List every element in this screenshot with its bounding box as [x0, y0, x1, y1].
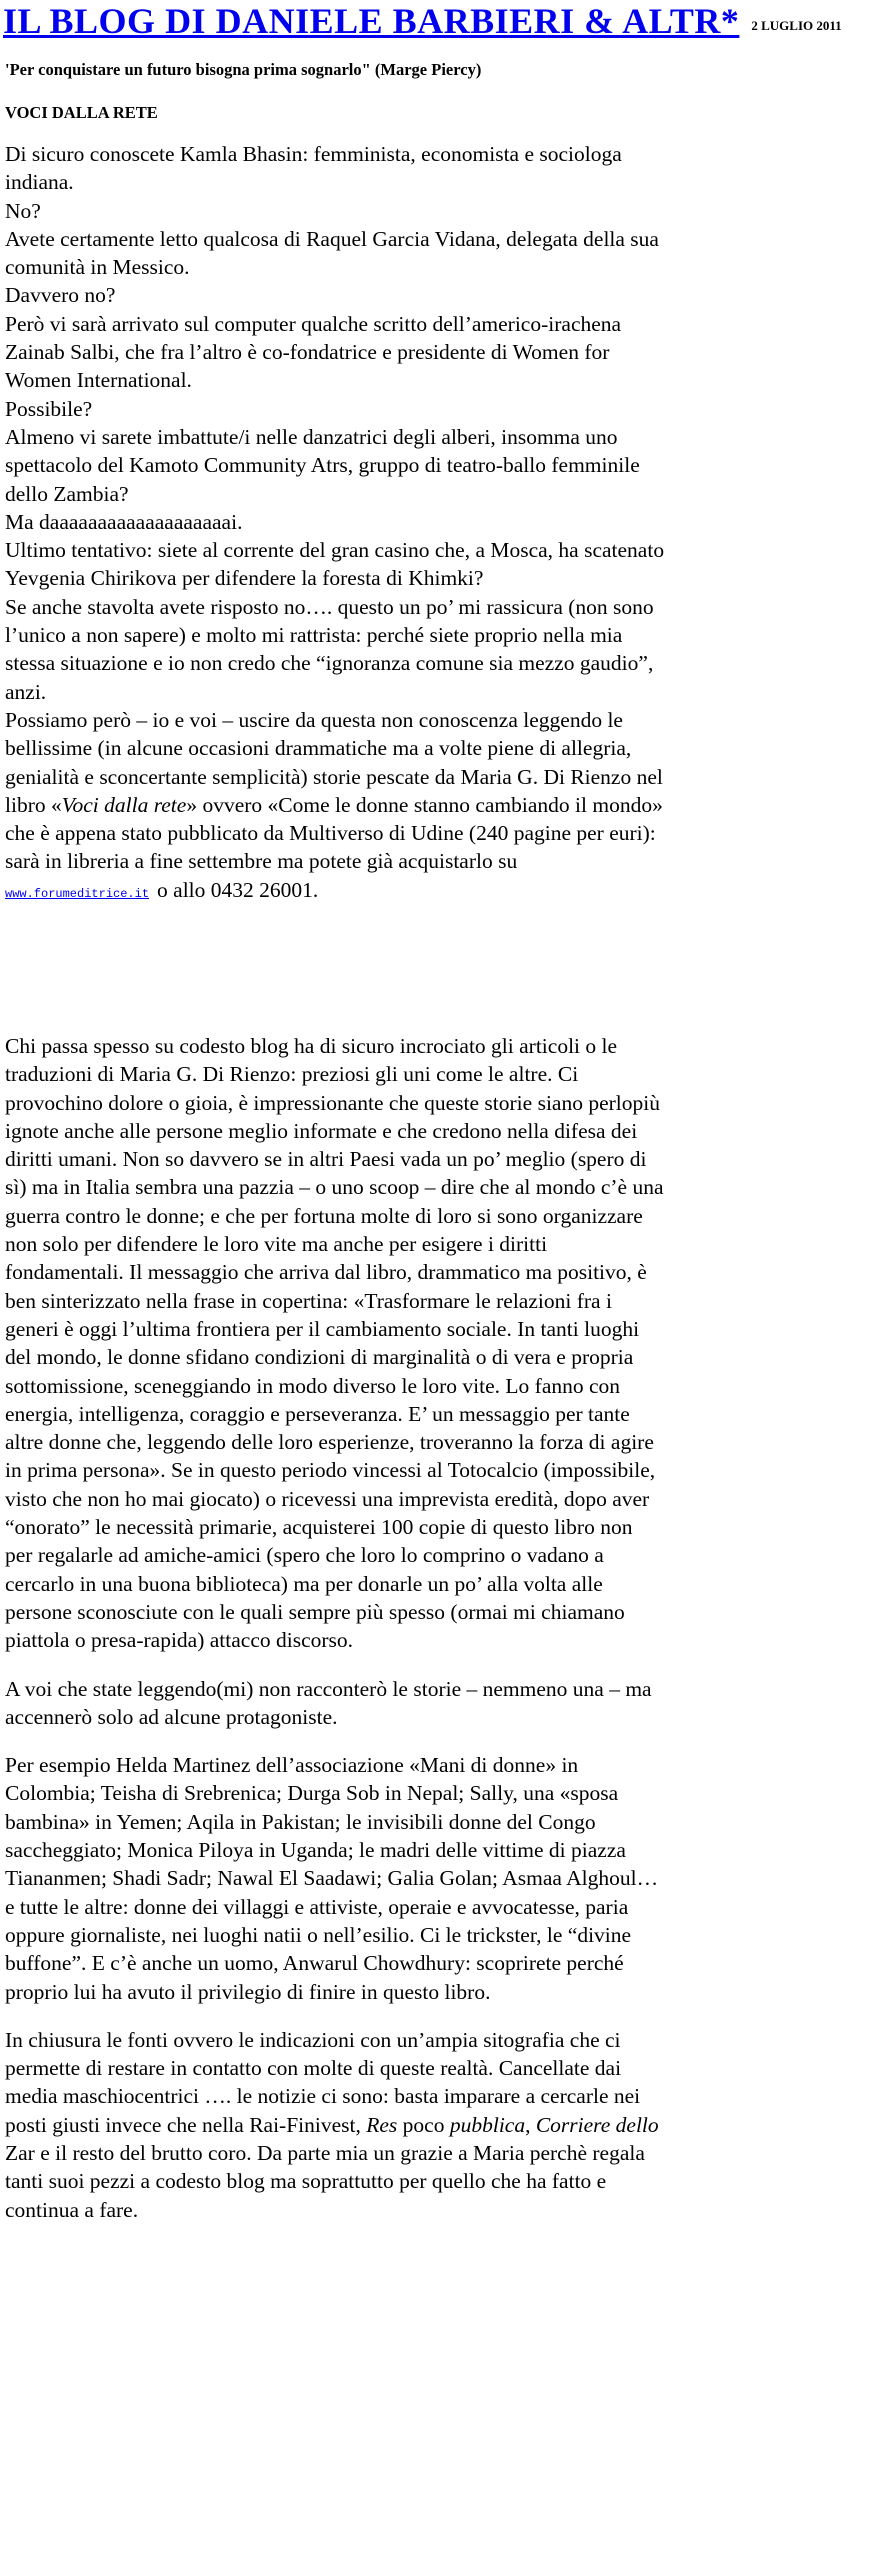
closing-text-mid1: poco [397, 2112, 450, 2137]
intro-block [5, 140, 665, 908]
intro-line: Ma daaaaaaaaaaaaaaaaaaai. [5, 509, 243, 534]
blog-tagline: 'Per conquistare un futuro bisogna prima sognarlo" (Marge Piercy) [5, 60, 482, 79]
intro-line: Se anche stavolta avete risposto no…. questo un po’ mi rassicura (non sono l’unico a non sapere) e molto mi rattrista: perché siete proprio nella mia stessa situazione e io non credo che “ignoranza comune sia mezzo gaudio”, anzi. [5, 594, 654, 704]
intro-line: Ultimo tentativo: siete al corrente del gran casino che, a Mosca, ha scatenato Yevgenia Chirikova per difendere la foresta di Khimki? [5, 538, 665, 591]
intro-line: Davvero no? [5, 283, 116, 308]
intro-line: Avete certamente letto qualcosa di Raquel Garcia Vidana, delegata della sua comunità in Messico. [5, 226, 659, 280]
post-date: 2 LUGLIO 2011 [751, 18, 842, 33]
closing-text-mid2: , [525, 2112, 536, 2137]
body-paragraph: Per esempio Helda Martinez dell’associazione «Mani di donne» in Colombia; Teisha di Srebrenica; Durga Sob in Nepal; Sally, una «sposa bambina» in Yemen; Aqila in Pakistan; le invisibili donne del Congo saccheggiato; Monica Piloya in Uganda; le madri delle vittime di piazza Tiananmen; Shadi Sadr; Nawal El Saadawi; Galia Golan; Asmaa Alghoul… e tutte le altre: donne dei villaggi e attiviste, operaie e avvocatesse, paria oppure giornaliste, nei luoghi natii o nell’esilio. Ci le trickster, le “divine buffone”. E c’è anche un uomo, Anwarul Chowdhury: scoprirete perché proprio lui ha avuto il privilegio di finire in questo libro. [5, 1753, 659, 2004]
closing-paragraph [5, 2026, 665, 2224]
intro-line: Però vi sarà arrivato sul computer qualche scritto dell’americo-irachena Zainab Salbi, che fra l’altro è co-fondatrice e presidente di Women for Women International. [5, 311, 622, 393]
blog-title-link[interactable]: IL BLOG DI DANIELE BARBIERI & ALTR* [3, 1, 740, 41]
book-title: Voci dalla rete [61, 792, 187, 817]
closing-text-post: Zar e il resto del brutto coro. Da parte mia un grazie a Maria perchè regala tanti suoi pezzi a codesto blog ma soprattutto per quello che ha fatto e continua a fare. [5, 2140, 645, 2222]
intro-line: No? [5, 198, 41, 223]
book-text-post: » ovvero «Come le donne stanno cambiando il mondo» che è appena stato pubblicato da Multiverso di Udine (240 pagine per euri): sarà in libreria a fine settembre ma potete già acquistarlo su [5, 792, 663, 874]
intro-line: Almeno vi sarete imbattute/i nelle danzatrici degli alberi, insomma uno spettacolo del Kamoto Community Atrs, gruppo di teatro-ballo femminile dello Zambia? [5, 424, 640, 506]
section-heading: VOCI DALLA RETE [5, 103, 158, 122]
publisher-phone: o allo 0432 26001. [157, 877, 319, 902]
closing-res: Res [366, 2112, 398, 2137]
blog-header [3, 0, 842, 42]
intro-line: Possibile? [5, 396, 93, 421]
closing-text-pre: In chiusura le fonti ovvero le indicazioni con un’ampia sitografia che ci permette di restare in contatto con molte di queste realtà. Cancellate dai media maschiocentrici …. le notizie ci sono: basta imparare a cercarle nei posti giusti invece che nella Rai-Finivest, [5, 2027, 641, 2137]
intro-line: Di sicuro conoscete Kamla Bhasin: femminista, economista e sociologa indiana. [5, 142, 622, 195]
body-paragraph: A voi che state leggendo(mi) non racconterò le storie – nemmeno una – ma accennerò solo ad alcune protagoniste. [5, 1676, 652, 1729]
book-paragraph [5, 706, 665, 908]
book-text-pre: Possiamo però – io e voi – uscire da questa non conoscenza leggendo le bellissime (in alcune occasioni drammatiche ma a volte piene di allegria, genialità e sconcertante semplicità) storie pescate da Maria G. Di Rienzo nel libro « [5, 707, 663, 817]
closing-corriere: Corriere dello [535, 2112, 659, 2137]
closing-pubblica: pubblica [449, 2112, 526, 2137]
body-paragraph: Chi passa spesso su codesto blog ha di sicuro incrociato gli articoli o le traduzioni di Maria G. Di Rienzo: preziosi gli uni come le altre. Ci provochino dolore o gioia, è impressionante che queste storie siano perlopiù ignote anche alle persone meglio informate e che credono nella difesa dei diritti umani. Non so davvero se in altri Paesi vada un po’ meglio (spero di sì) ma in Italia sembra una pazzia – o uno scoop – dire che al mondo c’è una guerra contro le donne; e che per fortuna molte di loro si sono organizzare non solo per difendere le loro vite ma anche per esigere i diritti fondamentali. Il messaggio che arriva dal libro, drammatico ma positivo, è ben sinterizzato nella frase in copertina: «Trasformare le relazioni fra i generi è oggi l’ultima frontiera per il cambiamento sociale. In tanti luoghi del mondo, le donne sfidano condizioni di marginalità o di vera e propria sottomissione, sceneggiando in modo diverso le loro vite. Lo fanno con energia, intelligenza, coraggio e perseveranza. E’ un messaggio per tante altre donne che, leggendo delle loro esperienze, troveranno la forza di agire in prima persona». Se in questo periodo vincessi al Totocalcio (impossibile, visto che non ho mai giocato) o ricevessi una imprevista eredità, dopo aver “onorato” le necessità primarie, acquisterei 100 copie di questo libro non per regalarle ad amiche-amici (spero che loro lo comprino o vadano a cercarlo in una buona biblioteca) ma per donarle un po’ alla volta alle persone sconosciute con le quali sempre più spesso (ormai mi chiamano piattola o presa-rapida) attacco discorso. [5, 1034, 664, 1653]
body-block [5, 1032, 665, 2244]
publisher-link[interactable]: www.forumeditrice.it [5, 886, 150, 901]
